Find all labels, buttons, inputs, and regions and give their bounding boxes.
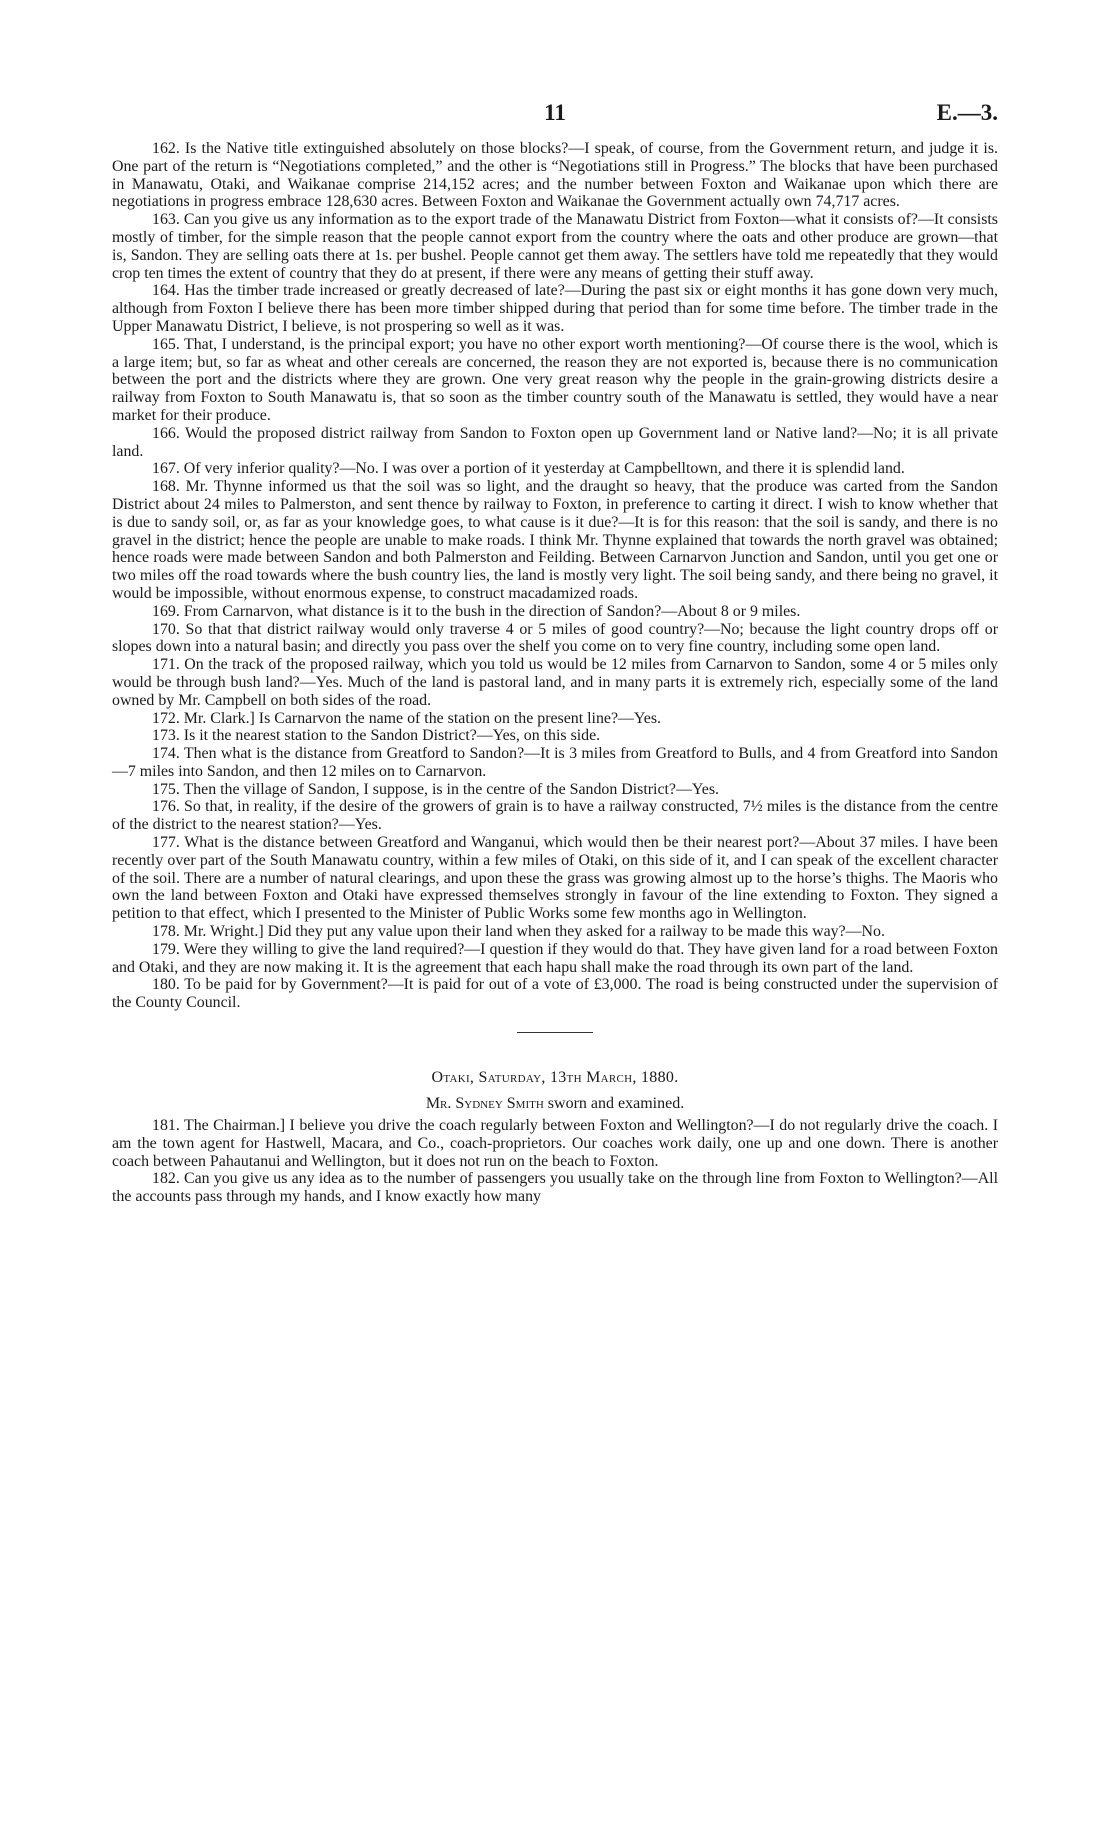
paragraph-168: 168. Mr. Thynne informed us that the soil was so light, and the draught so heavy, that the produce was carted from the Sandon District about 24 miles to Palmerston, and sent thence by railway to Foxton, in preference to carting it direct. I wish to know whether that is due to sandy soil, or, as far as your knowledge goes, to what cause is it due?—It is for this reason: that the soil is sandy, and there is no gravel in the district; hence the people are unable to make roads. I think Mr. Thynne explained that towards the north gravel was obtained; hence roads were made between Sandon and both Palmerston and Feilding. Between Carnarvon Junction and Sandon, until you get one or two miles off the road towards where the bush country lies, the land is mostly very light. The soil being sandy, and there being no gravel, it would be impossible, without enormous expense, to construct macadamized roads. xyxy=(112,478,998,602)
paragraph-171: 171. On the track of the proposed railway, which you told us would be 12 miles from Carnarvon to Sandon, some 4 or 5 miles only would be through bush land?—Yes. Much of the land is pastoral land, and in many parts it is extremely rich, especially some of the land owned by Mr. Campbell on both sides of the road. xyxy=(112,656,998,709)
witness-line xyxy=(112,1095,998,1113)
paragraph-173: 173. Is it the nearest station to the Sandon District?—Yes, on this side. xyxy=(152,727,601,745)
witness-name: Mr. Sydney Smith xyxy=(425,1095,544,1113)
paragraph-162: 162. Is the Native title extinguished absolutely on those blocks?—I speak, of course, from the Government return, and judge it is. One part of the return is “Negotiations completed,” and the other is “Negotiations still in Progress.” The blocks that have been purchased in Manawatu, Otaki, and Waikanae comprise 214,152 acres; and the number between Foxton and Waikanae upon which there are negotiations in progress embrace 128,630 acres. Between Foxton and Waikanae the Government actually own 74,717 acres. xyxy=(112,140,998,211)
evidence-text xyxy=(112,140,998,1012)
paragraph-176: 176. So that, in reality, if the desire of the growers of grain is to have a railway constructed, 7½ miles is the distance from the centre of the district to the nearest station?—Yes. xyxy=(112,798,998,834)
paragraph-179: 179. Were they willing to give the land required?—I question if they would do that. They have given land for a road between Foxton and Otaki, and they are now making it. It is the agreement that each hapu shall make the road through its own part of the land. xyxy=(112,940,998,976)
paragraph-169: 169. From Carnarvon, what distance is it to the bush in the direction of Sandon?—About 8 or 9 miles. xyxy=(152,602,801,620)
page-header xyxy=(112,100,998,140)
document-page xyxy=(112,100,998,1206)
paragraph-178: 178. Mr. Wright.] Did they put any value upon their land when they asked for a railway to be made this way?—No. xyxy=(152,923,885,941)
paragraph-180: 180. To be paid for by Government?—It is paid for out of a vote of £3,000. The road is being constructed under the supervision of the County Council. xyxy=(112,976,998,1012)
paragraph-172: 172. Mr. Clark.] Is Carnarvon the name of the station on the present line?—Yes. xyxy=(152,709,661,727)
paragraph-166: 166. Would the proposed district railway from Sandon to Foxton open up Government land or Native land?—No; it is all private land. xyxy=(112,424,998,460)
paragraph-182: 182. Can you give us any idea as to the number of passengers you usually take on the through line from Foxton to Wellington?—All the accounts pass through my hands, and I know exactly how many xyxy=(112,1170,998,1206)
paragraph-164: 164. Has the timber trade increased or greatly decreased of late?—During the past six or eight months it has gone down very much, although from Foxton I believe there has been more timber shipped during that period than for some time before. The timber trade in the Upper Manawatu District, I believe, is not prospering so well as it was. xyxy=(112,282,998,335)
paragraph-165: 165. That, I understand, is the principal export; you have no other export worth mentioning?—Of course there is the wool, which is a large item; but, so far as wheat and other cereals are concerned, the reason they are not exported is, because there is no communication between the port and the districts where they are grown. One very great reason why the people in the grain-growing districts desire a railway from Foxton to South Manawatu is, that so soon as the timber country south of the Manawatu is settled, they would have a near market for their produce. xyxy=(112,335,998,424)
session-heading: Otaki, Saturday, 13th March, 1880. xyxy=(431,1069,679,1087)
paragraph-174: 174. Then what is the distance from Greatford to Sandon?—It is 3 miles from Greatford to Bulls, and 4 from Greatford into Sandon—7 miles into Sandon, and then 12 miles on to Carnarvon. xyxy=(112,745,998,780)
evidence-text-continued xyxy=(112,1117,998,1206)
paragraph-177: 177. What is the distance between Greatford and Wanganui, which would then be their nearest port?—About 37 miles. I have been recently over part of the South Manawatu country, within a few miles of Otaki, on this side of it, and I can speak of the excellent character of the soil. There are a number of natural clearings, and upon these the grass was growing almost up to the horse’s thighs. The Maoris who own the land between Foxton and Otaki have expressed themselves strongly in favour of the line extending to Foxton. They signed a petition to that effect, which I presented to the Minister of Public Works some few months ago in Wellington. xyxy=(112,834,998,923)
paragraph-175: 175. Then the village of Sandon, I suppose, is in the centre of the Sandon District?—Yes. xyxy=(152,780,719,798)
section-divider xyxy=(517,1032,593,1033)
paragraph-181: 181. The Chairman.] I believe you drive the coach regularly between Foxton and Wellington?—I do not regularly drive the coach. I am the town agent for Hastwell, Macara, and Co., coach-proprietors. Our coaches work daily, one up and one down. There is another coach between Pahautanui and Wellington, but it does not run on the beach to Foxton. xyxy=(112,1117,998,1170)
paragraph-167: 167. Of very inferior quality?—No. I was over a portion of it yesterday at Campbelltown, and there it is splendid land. xyxy=(152,460,905,478)
paragraph-170: 170. So that that district railway would only traverse 4 or 5 miles of good country?—No; because the light country drops off or slopes down into a natural basin; and directly you pass over the shelf you come on to very fine country, including some open land. xyxy=(112,620,998,656)
witness-status: sworn and examined. xyxy=(547,1095,685,1113)
paragraph-163: 163. Can you give us any information as to the export trade of the Manawatu District from Foxton—what it consists of?—It consists mostly of timber, for the simple reason that the people cannot export from the country where the oats and other produce are grown—that is, Sandon. They are selling oats there at 1s. per bushel. People cannot get them away. The settlers have told me repeatedly that they would crop ten times the extent of country that they do at present, if there were any means of getting their stuff away. xyxy=(112,211,998,282)
page-number: 11 xyxy=(544,100,566,125)
section-code: E.—3. xyxy=(936,100,998,125)
